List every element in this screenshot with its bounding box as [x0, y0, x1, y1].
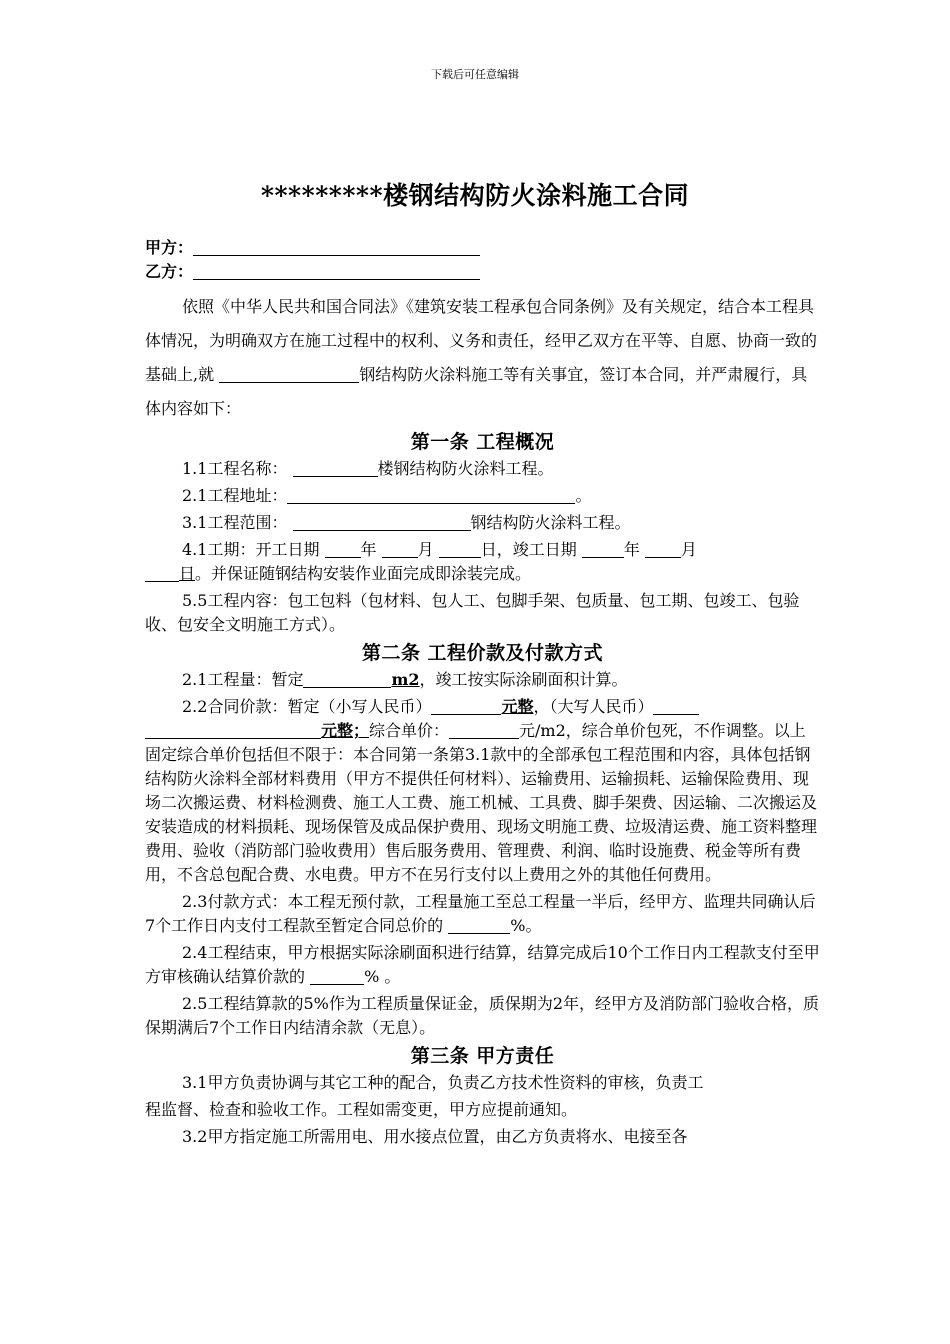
section-2-heading: 第二条 工程价款及付款方式 — [361, 642, 604, 664]
start-year-field[interactable] — [325, 540, 361, 558]
clause-1-1-label: 1.1工程名称： — [182, 459, 293, 478]
clause-2-5-warranty: 2.5工程结算款的5%作为工程质量保证金，质保期为2年，经甲方及消防部门验收合格，质保期满后7个工作日内结清余款（无息）。 — [145, 994, 820, 1037]
end-date-label: 日，竣工日期 — [480, 540, 582, 559]
intro-text-2: 钢结构防火涂料施工等有关事宜，签订本合同，并严肃履行，具体内容如下： — [145, 365, 808, 418]
project-name-blank[interactable] — [219, 365, 359, 383]
start-month-field[interactable] — [382, 540, 418, 558]
clause-3-1 — [145, 511, 820, 535]
price-capital-field-b[interactable] — [145, 721, 321, 739]
yuan-label-2: 元整； — [321, 721, 370, 740]
price-capital-label: ，（大写人民币） — [533, 697, 654, 716]
price-small-field[interactable] — [431, 697, 501, 715]
clause-3-2: 3.2甲方指定施工所需用电、用水接点位置，由乙方负责将水、电接至各 — [182, 1127, 688, 1146]
payment-percent-label: %。 — [510, 916, 542, 935]
unit-price-label: 综合单价： — [369, 721, 450, 740]
clause-3-1-b: 程监督、检查和验收工作。工程如需变更，甲方应提前通知。 — [145, 1100, 578, 1119]
clause-1-1-text: 楼钢结构防火涂料工程。 — [377, 459, 554, 478]
intro-paragraph — [145, 290, 820, 426]
header-note: 下载后可任意编辑 — [431, 68, 519, 81]
clause-3-1-a: 3.1甲方负责协调与其它工种的配合，负责乙方技术性资料的审核，负责工 — [182, 1073, 704, 1092]
quantity-unit: m2 — [391, 670, 420, 689]
clause-2-4-settlement — [145, 941, 820, 989]
start-day-field[interactable] — [439, 540, 481, 558]
contract-body — [145, 236, 820, 1149]
party-b-line — [145, 260, 820, 284]
quantity-text: ，竣工按实际涂刷面积计算。 — [419, 670, 628, 689]
project-scope-field[interactable] — [293, 513, 471, 531]
price-label: 2.2合同价款：暂定（小写人民币） — [182, 697, 432, 716]
payment-text: 2.3付款方式：本工程无预付款，工程量施工至总工程量一半后，经甲方、监理共同确认后7个工作日内支付工程款至暂定合同总价的 — [145, 892, 816, 935]
section-3-heading: 第三条 甲方责任 — [410, 1045, 555, 1067]
clause-2-2-price — [145, 695, 820, 887]
year-label: 年 — [360, 540, 382, 559]
project-address-field[interactable] — [287, 486, 575, 504]
clause-4-1-text: 。并保证随钢结构安装作业面完成即涂装完成。 — [195, 564, 532, 583]
quantity-field[interactable] — [303, 670, 391, 688]
party-a-label: 甲方： — [145, 238, 194, 257]
quantity-label: 2.1工程量：暂定 — [182, 670, 304, 689]
month-label: 月 — [417, 540, 439, 559]
month-label-2: 月 — [680, 540, 697, 559]
end-month-field[interactable] — [645, 540, 681, 558]
party-b-label: 乙方： — [145, 262, 194, 281]
clause-2-1-text: 。 — [575, 486, 592, 505]
section-1-heading: 第一条 工程概况 — [410, 431, 555, 453]
price-text: 元/m2，综合单价包死，不作调整。以上固定综合单价包括但不限于：本合同第一条第3.1款中的全部承包工程范围和内容，具体包括钢结构防火涂料全部材料费用（甲方不提供任何材料）、运输费用、运输损耗、运输保险费用、现场二次搬运费、材料检测费、施工人工费、施工机械、工具费、脚手架费、因运输、二次搬运及安装造成的材料损耗、现场保管及成品保护费用、现场文明施工费、垃圾清运费、施工资料整理费用、验收（消防部门验收费用）售后服务费用、管理费、利润、临时设施费、税金等所有费用，不含总包配合费、水电费。甲方不在另行支付以上费用之外的其他任何费用。 — [145, 721, 818, 884]
price-capital-field-a[interactable] — [653, 697, 699, 715]
party-a-line — [145, 236, 820, 260]
settlement-percent-field[interactable] — [310, 967, 364, 985]
clause-2-1-quantity — [145, 668, 820, 692]
yuan-label: 元整 — [501, 697, 534, 716]
party-a-blank[interactable] — [193, 238, 480, 256]
project-name-field[interactable] — [293, 459, 378, 477]
start-date-label: 4.1工期：开工日期 — [182, 540, 325, 559]
clause-2-3-payment — [145, 890, 820, 938]
clause-1-1 — [145, 457, 820, 481]
end-year-field[interactable] — [582, 540, 624, 558]
document-title: *********楼钢结构防火涂料施工合同 — [260, 181, 690, 210]
settlement-percent-label: % 。 — [364, 967, 401, 986]
clause-3-1-label: 3.1工程范围： — [182, 513, 293, 532]
settlement-text: 2.4工程结束，甲方根据实际涂刷面积进行结算，结算完成后10个工作日内工程款支付至甲方审核确认结算价款的 — [145, 943, 820, 986]
clause-3-1-text: 钢结构防火涂料工程。 — [470, 513, 631, 532]
day-label-2: 日 — [179, 564, 196, 583]
intro-text-1: 依照《中华人民共和国合同法》《建筑安装工程承包合同条例》及有关规定，结合本工程具体情况，为明确双方在施工过程中的权利、义务和责任，经甲乙双方在平等、自愿、协商一致的基础上,就 — [145, 297, 818, 384]
payment-percent-field[interactable] — [448, 916, 510, 934]
clause-5-5: 5.5工程内容：包工包料（包材料、包人工、包脚手架、包质量、包工期、包竣工、包验收、包安全文明施工方式）。 — [145, 591, 800, 634]
clause-2-1 — [145, 484, 820, 508]
clause-2-1-label: 2.1工程地址： — [182, 486, 288, 505]
year-label-2: 年 — [623, 540, 645, 559]
clause-4-1 — [145, 538, 820, 586]
end-day-field[interactable] — [145, 564, 179, 582]
unit-price-field[interactable] — [449, 721, 519, 739]
party-b-blank[interactable] — [193, 262, 480, 280]
